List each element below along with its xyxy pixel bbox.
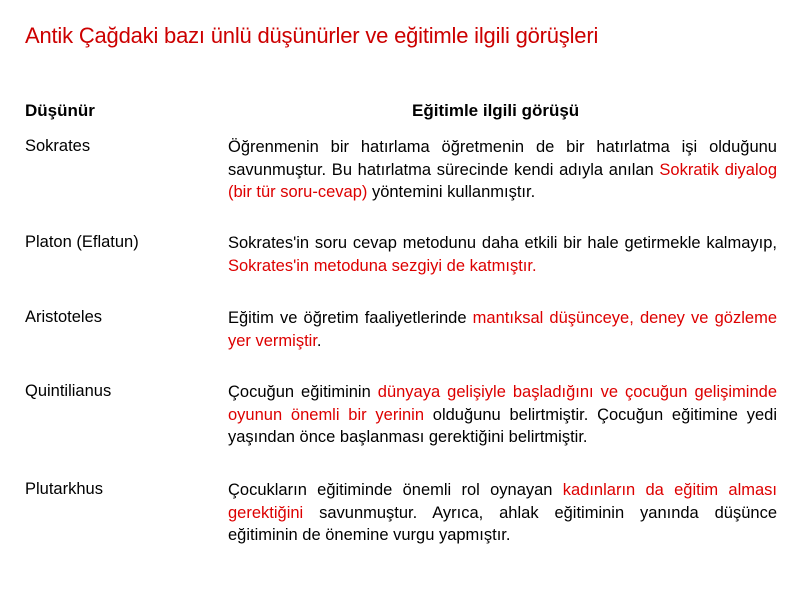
thinker-name: Plutarkhus (25, 480, 103, 498)
view-text: Eğitim ve öğretim faaliyetlerinde (228, 309, 473, 327)
view-highlight: dünyaya gelişiyle başladığını ve çocuğun gelişiminde oyunun önemli bir yerinin (228, 383, 777, 424)
thinker-view (228, 232, 777, 277)
view-text: Sokrates'in soru cevap metodunu daha etkili bir hale getirmekle kalmayıp, (228, 234, 777, 252)
view-highlight: Sokratik diyalog (bir tür soru-cevap) (228, 160, 777, 201)
thinker-view (228, 381, 777, 449)
view-text: Çocuğun eğitiminin (228, 383, 378, 401)
thinker-name: Sokrates (25, 137, 91, 155)
column-header-thinker: Düşünür (25, 101, 95, 120)
view-text: Çocukların eğitiminde önemli rol oynayan (228, 481, 563, 499)
view-highlight: kadınların da eğitim alması gerektiğini (228, 481, 777, 522)
view-text: . (316, 331, 322, 350)
view-highlight: Sokrates'in metoduna sezgiyi de katmıştır. (228, 256, 537, 275)
view-text: yöntemini kullanmıştır. (367, 183, 536, 201)
thinker-view (228, 479, 777, 547)
thinker-view (228, 307, 777, 352)
column-header-view: Eğitimle ilgili görüşü (412, 101, 580, 120)
page-title: Antik Çağdaki bazı ünlü düşünürler ve eğitimle ilgili görüşleri (25, 23, 599, 48)
thinker-view (228, 136, 777, 204)
view-highlight: mantıksal düşünceye, deney ve gözleme yer vermiştir (228, 309, 777, 350)
view-text: olduğunu belirtmiştir. Çocuğun eğitimine yedi yaşından önce başlanması gerektiğini belirtmiştir. (228, 405, 777, 446)
view-text: savunmuştur. Ayrıca, ahlak eğitiminin yanında düşünce eğitiminin de önemine vurgu yapmıştır. (228, 503, 777, 544)
thinker-name: Aristoteles (25, 308, 103, 326)
thinker-name: Platon (Eflatun) (25, 233, 139, 251)
view-text: Öğrenmenin bir hatırlama öğretmenin de bir hatırlatma işi olduğunu savunmuştur. Bu hatırlatma sürecinde kendi adıyla anılan (228, 138, 777, 179)
thinker-name: Quintilianus (25, 382, 112, 400)
